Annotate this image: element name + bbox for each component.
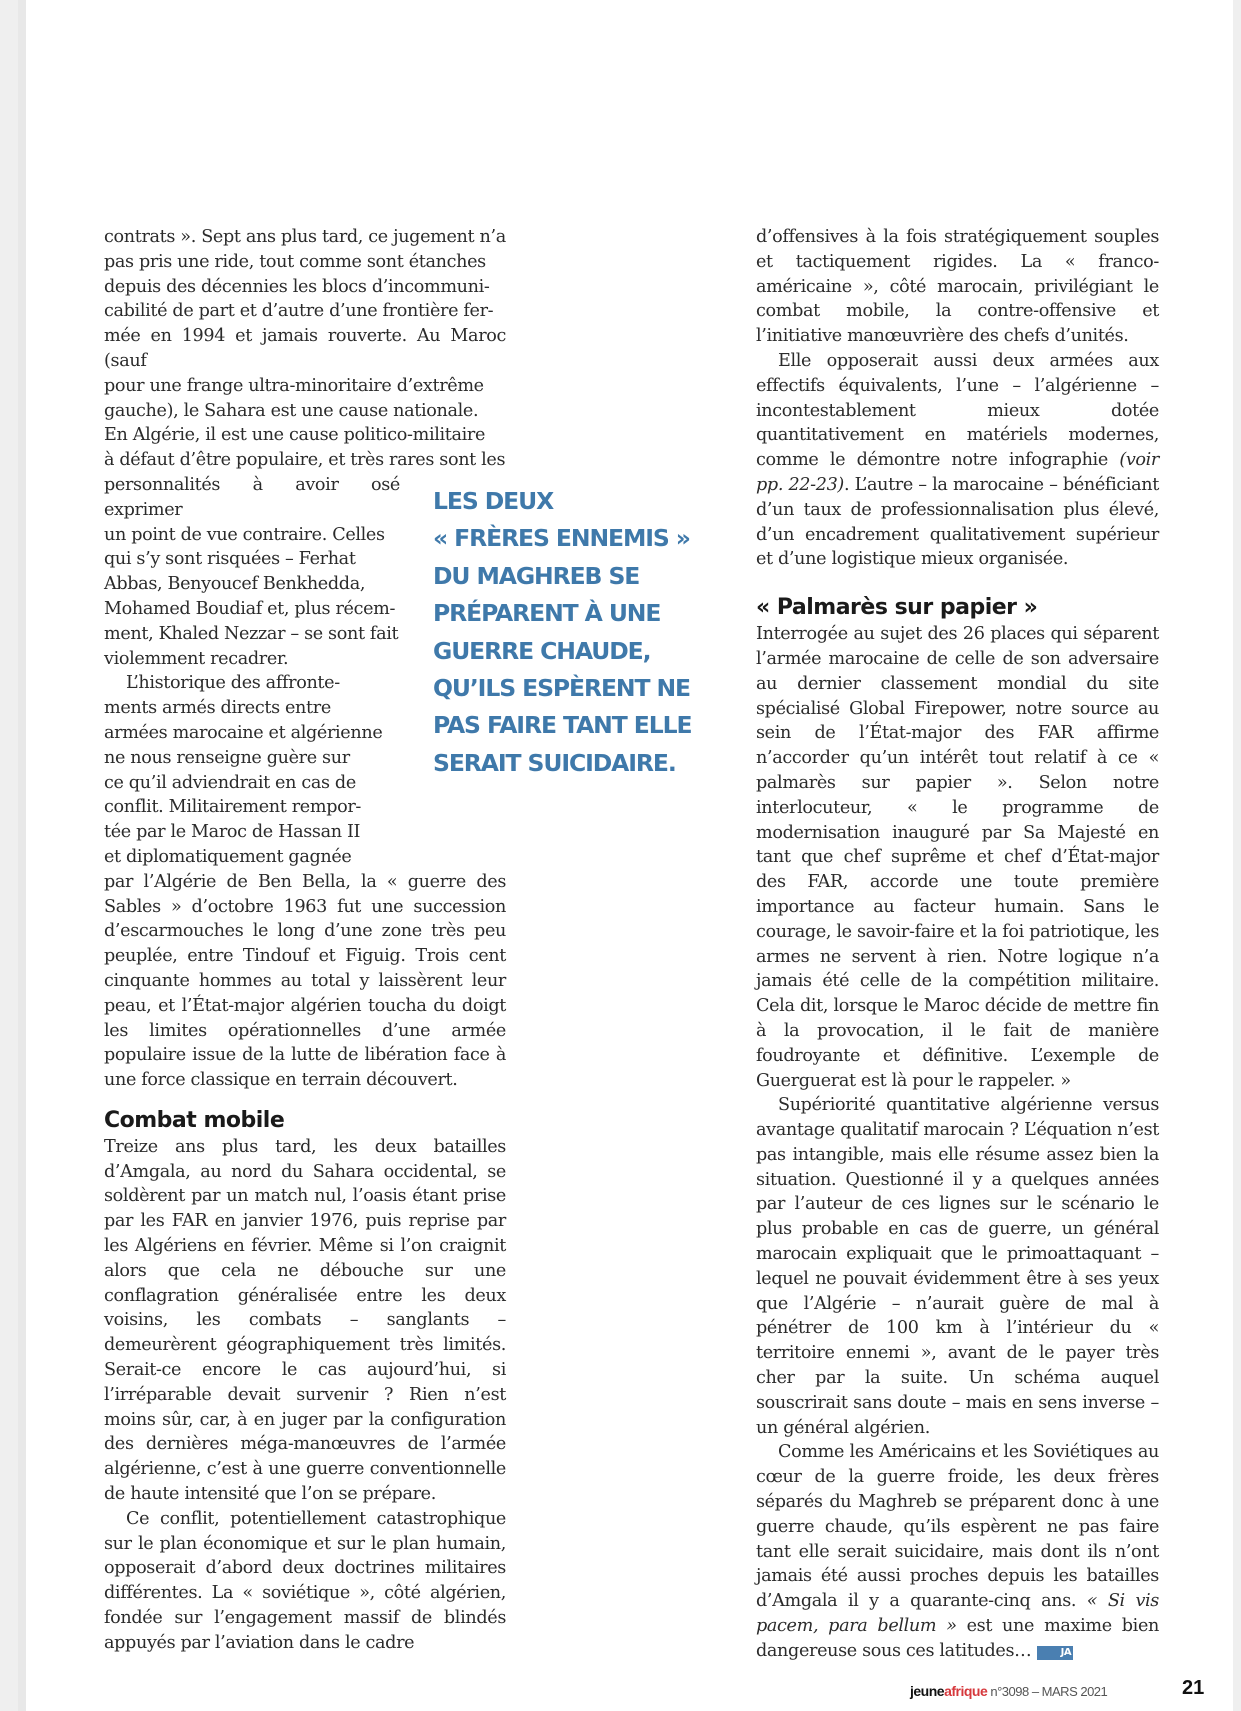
paragraph-4: Ce conflit, potentiellement catastrophique sur le plan économique et sur le plan humain, opposerait d’abord deux doctrines militaires différentes. La « soviétique », côté algérien, fondée sur l’engagement massif de blindés appuyés par l’aviation dans le cadre bbox=[104, 1508, 506, 1653]
paragraph-2-continued: par l’Algérie de Ben Bella, la « guerre des Sables » d’octobre 1963 fut une succession d’escarmouches le long d’une zone très peu peuplée, entre Tindouf et Figuig. Trois cent cinquante hommes au total y laissèrent leur peau, et l’État-major algérien toucha du doigt les limites opérationnelles d’une armée populaire issue de la lutte de libération face à une force classique en terrain découvert. bbox=[104, 871, 506, 1091]
paragraph-7: Interrogée au sujet des 26 places qui séparent l’armée marocaine de celle de son adversaire au dernier classement mondial du site spécialisé Global Firepower, notre source au sein de l’État-major des FAR affirme n’accorder qu’un intérêt tout relatif à ce « palmarès sur papier ». Selon notre interlocuteur, « le programme de modernisation inauguré par Sa Majesté en tant que chef suprême et chef d’État-major des FAR, accorde une toute première importance au facteur humain. Sans le courage, le savoir-faire et la foi patriotique, les armes ne servent à rien. Notre logique n’a jamais été celle de la compétition militaire. Cela dit, lorsque le Maroc décide de mettre fin à la provocation, il le fait de manière foudroyante et définitive. L’exemple de Guerguerat est là pour le rappeler. » bbox=[756, 624, 1159, 1091]
pull-quote bbox=[433, 483, 733, 782]
paragraph-1 bbox=[104, 225, 506, 473]
subheading-palmares: « Palmarès sur papier » bbox=[756, 595, 1038, 621]
text-line: qui s’y sont risquées – Ferhat bbox=[104, 549, 356, 570]
text-line: armées marocaine et algérienne bbox=[104, 722, 383, 743]
text-line: à défaut d’être populaire, et très rares sont les bbox=[104, 450, 506, 471]
text-line: pas pris une ride, tout comme sont étanches bbox=[104, 251, 486, 272]
text-line: ce qu’il adviendrait en cas de bbox=[104, 772, 356, 793]
text-line: ne nous renseigne guère sur bbox=[104, 747, 350, 768]
text-line: En Algérie, il est une cause politico-militaire bbox=[104, 425, 486, 446]
text-line: mée en 1994 et jamais rouverte. Au Maroc (sauf bbox=[104, 326, 506, 371]
ja-end-mark-icon: JA bbox=[1037, 1646, 1073, 1660]
left-column bbox=[104, 225, 506, 1656]
pull-quote-line: PRÉPARENT À UNE bbox=[433, 599, 661, 628]
magazine-logo-part1: jeune bbox=[910, 1683, 945, 1699]
page-footer bbox=[910, 1683, 1107, 1699]
text-line: tée par le Maroc de Hassan II bbox=[104, 822, 361, 843]
text-line: cabilité de part et d’autre d’une frontière fer- bbox=[104, 301, 494, 322]
text-line: et diplomatiquement gagnée bbox=[104, 846, 352, 867]
text-line: pour une frange ultra-minoritaire d’extrême bbox=[104, 375, 484, 396]
text-line: un point de vue contraire. Celles bbox=[104, 524, 385, 545]
issue-info: n°3098 – MARS 2021 bbox=[987, 1684, 1108, 1699]
magazine-logo-part2: afrique bbox=[944, 1683, 988, 1699]
paragraph-1-continued bbox=[104, 473, 400, 671]
text-line: ment, Khaled Nezzar – se sont fait bbox=[104, 623, 399, 644]
text-line: personnalités à avoir osé exprimer bbox=[104, 474, 400, 520]
pull-quote-line: DU MAGHREB SE bbox=[433, 561, 640, 590]
text-line: Abbas, Benyoucef Benkhedda, bbox=[104, 574, 366, 595]
page-gutter-shadow bbox=[18, 0, 26, 1711]
paragraph-8: Supériorité quantitative algérienne versus avantage qualitatif marocain ? L’équation n’est pas intangible, mais elle résume assez bien la situation. Questionné il y a quelques années par l’auteur de ces lignes sur le scénario le plus probable en cas de guerre, un général marocain expliquait que le primoattaquant – lequel ne pouvait évidemment être à ses yeux que l’Algérie – n’aurait guère de mal à pénétrer de 100 km à l’intérieur du « territoire ennemi », avant de le payer très cher par la suite. Un schéma auquel souscrirait sans doute – mais en sens inverse – un général algérien. bbox=[756, 1095, 1159, 1438]
pull-quote-line: « FRÈRES ENNEMIS » bbox=[433, 524, 690, 553]
text-line: ments armés directs entre bbox=[104, 698, 331, 719]
subheading-combat-mobile: Combat mobile bbox=[104, 1107, 285, 1133]
page-gutter-right bbox=[1233, 0, 1241, 1711]
text-line: conflit. Militairement rempor- bbox=[104, 797, 362, 818]
text-line: violemment recadrer. bbox=[104, 648, 289, 669]
latin-quote: « Si vis pacem, para bellum » bbox=[756, 1591, 1159, 1637]
text-line: gauche), le Sahara est une cause nationale. bbox=[104, 400, 479, 421]
text-run: Comme les Américains et les Soviétiques au cœur de la guerre froide, les deux frères séparés du Maghreb se préparent donc à une guerre chaude, qu’ils espèrent ne pas faire tant elle serait suicidaire, mais dont ils n’ont jamais été aussi proches depuis les batailles d’Amgala il y a quarante-cinq ans. bbox=[756, 1442, 1159, 1612]
text-run: . L’autre – la marocaine – bénéficiant d’un taux de professionnalisation plus élevé, d’un encadrement qualitativement supérieur et d’une logistique mieux organisée. bbox=[756, 474, 1159, 570]
pull-quote-line: PAS FAIRE TANT ELLE bbox=[433, 711, 692, 740]
paragraph-5: d’offensives à la fois stratégiquement souples et tactiquement rigides. La « franco-américaine », côté marocain, privilégiant le combat mobile, la contre-offensive et l’initiative manœuvrière des chefs d’unités. bbox=[756, 227, 1159, 347]
narrow-text-block bbox=[104, 473, 400, 870]
text-run: est une maxime bien dangereuse sous ces latitudes… bbox=[756, 1616, 1159, 1661]
text-line: depuis des décennies les blocs d’incommuni- bbox=[104, 276, 490, 297]
text-line: Mohamed Boudiaf et, plus récem- bbox=[104, 598, 396, 619]
pull-quote-line: LES DEUX bbox=[433, 487, 554, 515]
pull-quote-line: GUERRE CHAUDE, bbox=[433, 636, 651, 665]
text-run: Elle opposerait aussi deux armées aux effectifs équivalents, l’une – l’algérienne – incontestablement mieux dotée quantitativement en matériels modernes, comme le démontre notre infographie bbox=[756, 350, 1159, 471]
paragraph-9 bbox=[756, 1440, 1159, 1663]
right-column bbox=[756, 225, 1159, 1664]
paragraph-6 bbox=[756, 349, 1159, 572]
text-line: L’historique des affronte- bbox=[126, 673, 340, 694]
page-number: 21 bbox=[1182, 1677, 1205, 1699]
cross-reference: (voir pp. 22-23) bbox=[756, 450, 1159, 495]
text-line: contrats ». Sept ans plus tard, ce jugement n’a bbox=[104, 227, 506, 247]
pull-quote-line: QU’ILS ESPÈRENT NE bbox=[433, 674, 691, 703]
paragraph-3: Treize ans plus tard, les deux batailles d’Amgala, au nord du Sahara occidental, se soldèrent par un match nul, l’oasis étant prise par les FAR en janvier 1976, puis reprise par les Algériens en février. Même si l’on craignit alors que cela ne débouche sur une conflagration généralisée entre les deux voisins, les combats – sanglants – demeurèrent géographiquement très limités. Serait-ce encore le cas aujourd’hui, si l’irréparable devait survenir ? Rien n’est moins sûr, car, à en juger par la configuration des dernières méga-manœuvres de l’armée algérienne, c’est à une guerre conventionnelle de haute intensité que l’on se prépare. bbox=[104, 1136, 506, 1505]
paragraph-2 bbox=[104, 671, 400, 869]
pull-quote-line: SERAIT SUICIDAIRE. bbox=[433, 748, 676, 777]
